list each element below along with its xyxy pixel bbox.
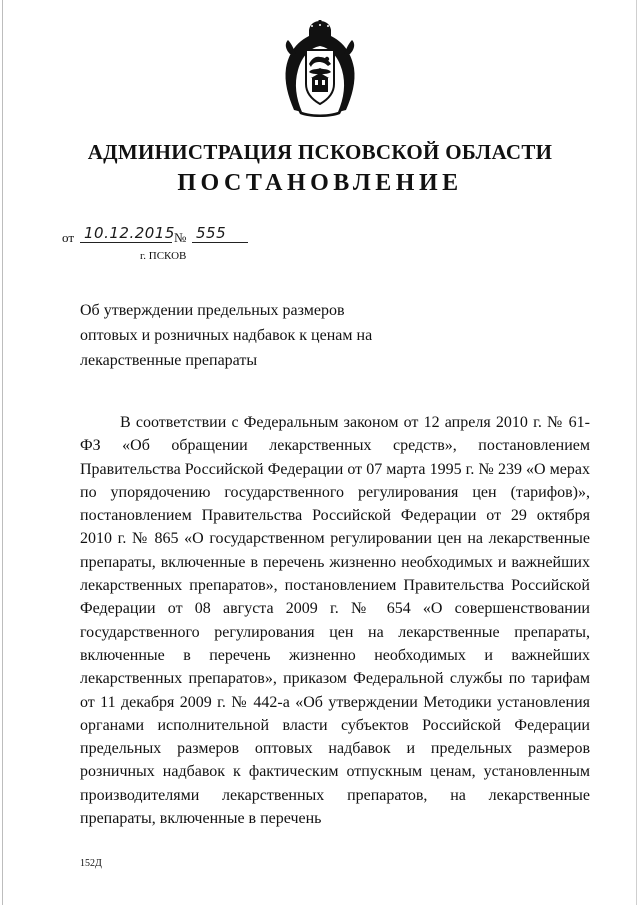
document-date-number: [62, 224, 262, 246]
document-body: В соответствии с Федеральным законом от 12 апреля 2010 г. № 61-ФЗ «Об обращении лекарственных средств», постановлением Правительства Российской Федерации от 07 марта 1995 г. № 239 «О мерах по упорядочению государственного регулирования цен (тарифов)», постановлением Правительства Российской Федерации от 29 октября 2010 г. № 865 «О государственном регулировании цен на лекарственные препараты, включенные в перечень жизненно необходимых и важнейших лекарственных препаратов», постановлением Правительства Российской Федерации от 08 августа 2009 г. № 654 «О совершенствовании государственного регулирования цен на лекарственные препараты, включенные в перечень жизненно необходимых и важнейших лекарственных препаратов», приказом Федеральной службы по тарифам от 11 декабря 2009 г. № 442-а «Об утверждении Методики установления органами исполнительной власти субъектов Российской Федерации предельных размеров оптовых надбавок и предельных размеров розничных надбавок к фактическим отпускным ценам, установленным производителями лекарственных препаратов, на лекарственные препараты, включенные в перечень: [80, 414, 590, 828]
scan-edge-left: [2, 0, 3, 905]
date-underline: [80, 242, 172, 243]
city: г. ПСКОВ: [140, 250, 187, 262]
scan-edge-right: [636, 0, 637, 905]
coat-of-arms-icon: [282, 20, 358, 118]
document-subject: Об утверждении предельных размеров оптовых и розничных надбавок к ценам на лекарственные препараты: [80, 302, 373, 369]
number-prefix: №: [174, 230, 187, 245]
organization-title: АДМИНИСТРАЦИЯ ПСКОВСКОЙ ОБЛАСТИ: [87, 140, 553, 164]
document-number: 555: [196, 224, 227, 242]
date-prefix: от: [62, 230, 75, 245]
number-underline: [192, 242, 248, 243]
document-type-title: ПОСТАНОВЛЕНИЕ: [177, 170, 463, 196]
footer-code: 152Д: [80, 858, 102, 869]
document-date: 10.12.2015: [84, 224, 175, 242]
